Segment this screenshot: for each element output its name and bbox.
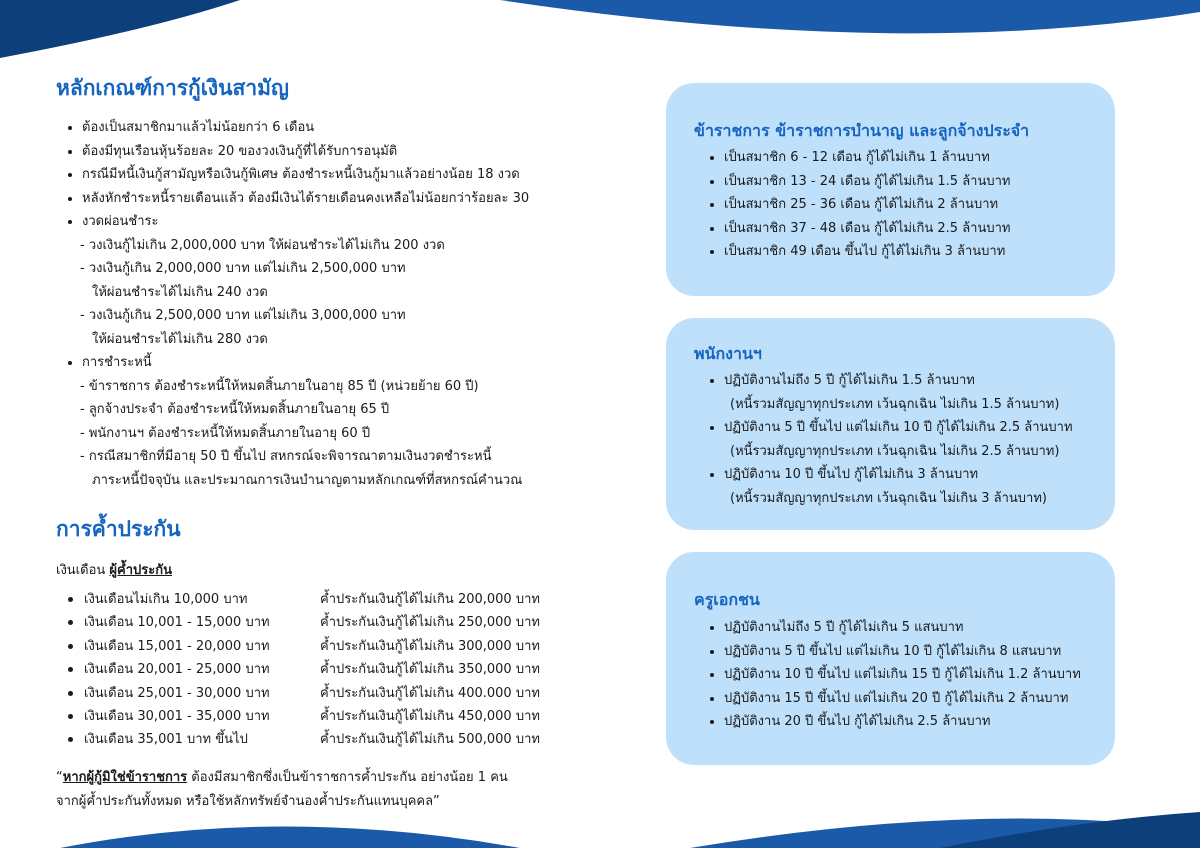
table-row [58, 728, 540, 751]
section-title-guarantee: การค้ำประกัน [56, 517, 181, 541]
sub-item-cont: ภาระหนี้ปัจจุบัน และประมาณการเงินบำนาญตามหลักเกณฑ์ที่สหกรณ์คำนวณ [92, 472, 523, 488]
card-list [706, 369, 1073, 510]
item-note: (หนี้รวมสัญญาทุกประเภท เว้นฉุกเฉิน ไม่เกิน 2.5 ล้านบาท) [730, 443, 1060, 459]
item-note: (หนี้รวมสัญญาทุกประเภท เว้นฉุกเฉิน ไม่เกิน 1.5 ล้านบาท) [730, 396, 1060, 412]
guarantee-cell: ค้ำประกันเงินกู้ได้ไม่เกิน 200,000 บาท [320, 592, 540, 607]
guarantee-cell: ค้ำประกันเงินกู้ได้ไม่เกิน 350,000 บาท [320, 662, 540, 678]
sub-item-line: วงเงินกู้เกิน 2,500,000 บาท แต่ไม่เกิน 3,000,000 บาท [88, 308, 406, 323]
card-title: ครูเอกชน [694, 590, 760, 609]
card-private-teachers [666, 552, 1115, 765]
list-item: • เป็นสมาชิก 6 - 12 เดือน กู้ได้ไม่เกิน 1 ล้านบาท [724, 146, 1010, 170]
guarantee-cell: ค้ำประกันเงินกู้ได้ไม่เกิน 450,000 บาท [320, 708, 540, 724]
sub-item: - วงเงินกู้ไม่เกิน 2,000,000 บาท ให้ผ่อนชำระได้ไม่เกิน 200 งวด [92, 234, 602, 258]
note-bold: หากผู้กู้มิใช่ข้าราชการ [62, 770, 188, 785]
note-rest-line1: ต้องมีสมาชิกซึ่งเป็นข้าราชการค้ำประกัน อย่างน้อย 1 คน [187, 770, 508, 785]
intro-bold: ผู้ค้ำประกัน [109, 563, 172, 578]
sub-item-cont: ให้ผ่อนชำระได้ไม่เกิน 280 งวด [92, 331, 268, 347]
section-title-loan-criteria: หลักเกณฑ์การกู้เงินสามัญ [56, 76, 289, 100]
guarantee-cell: ค้ำประกันเงินกู้ได้ไม่เกิน 300,000 บาท [320, 638, 540, 654]
list-item: • ปฏิบัติงาน 10 ปี ขึ้นไป แต่ไม่เกิน 15 ปี กู้ได้ไม่เกิน 1.2 ล้านบาท [724, 663, 1081, 687]
sub-item: - ข้าราชการ ต้องชำระหนี้ให้หมดสิ้นภายในอายุ 85 ปี (หน่วยย้าย 60 ปี) [92, 375, 602, 399]
loan-criteria-list [62, 116, 602, 492]
sub-item [88, 304, 602, 351]
list-item-repayment [82, 351, 602, 492]
bottom-right-wave-light [690, 818, 1200, 848]
sub-item-cont: ให้ผ่อนชำระได้ไม่เกิน 240 งวด [92, 284, 268, 300]
sub-item-line: กรณีสมาชิกที่มีอายุ 50 ปี ขึ้นไป สหกรณ์จะพิจารณาตามเงินงวดชำระหนี้ [88, 449, 492, 464]
salary-cell: เงินเดือน 30,001 - 35,000 บาท [58, 705, 320, 728]
salary-cell: เงินเดือน 35,001 บาท ขึ้นไป [58, 728, 320, 751]
table-row [58, 588, 540, 611]
table-row [58, 658, 540, 681]
list-item: • ปฏิบัติงาน 15 ปี ขึ้นไป แต่ไม่เกิน 20 ปี กู้ได้ไม่เกิน 2 ล้านบาท [724, 687, 1081, 711]
sub-item: - ลูกจ้างประจำ ต้องชำระหนี้ให้หมดสิ้นภายในอายุ 65 ปี [92, 398, 602, 422]
guarantee-cell: ค้ำประกันเงินกู้ได้ไม่เกิน 500,000 บาท [320, 732, 540, 748]
bottom-right-wave-dark [940, 812, 1200, 848]
list-item: • ปฏิบัติงาน 20 ปี ขึ้นไป กู้ได้ไม่เกิน 2.5 ล้านบาท [724, 710, 1081, 734]
item-text: ปฏิบัติงานไม่ถึง 5 ปี กู้ได้ไม่เกิน 1.5 ล้านบาท [724, 373, 975, 388]
list-item [724, 463, 1073, 510]
table-row [58, 705, 540, 728]
card-title: พนักงานฯ [694, 344, 762, 363]
note-rest-line2: จากผู้ค้ำประกันทั้งหมด หรือใช้หลักทรัพย์จำนองค้ำประกันแทนบุคคล” [56, 794, 440, 809]
salary-cell: เงินเดือน 15,001 - 20,000 บาท [58, 635, 320, 658]
repayment-label: การชำระหนี้ [82, 355, 152, 370]
salary-cell: เงินเดือนไม่เกิน 10,000 บาท [58, 588, 320, 611]
list-item: • หลังหักชำระหนี้รายเดือนแล้ว ต้องมีเงินได้รายเดือนคงเหลือไม่น้อยกว่าร้อยละ 30 [82, 187, 602, 211]
list-item: • ปฏิบัติงาน 5 ปี ขึ้นไป แต่ไม่เกิน 10 ปี กู้ได้ไม่เกิน 8 แสนบาท [724, 640, 1081, 664]
item-note: (หนี้รวมสัญญาทุกประเภท เว้นฉุกเฉิน ไม่เกิน 3 ล้านบาท) [730, 490, 1048, 506]
list-item: • เป็นสมาชิก 49 เดือน ขึ้นไป กู้ได้ไม่เกิน 3 ล้านบาท [724, 240, 1010, 264]
list-item: • ต้องเป็นสมาชิกมาแล้วไม่น้อยกว่า 6 เดือน [82, 116, 602, 140]
item-text: ปฏิบัติงาน 5 ปี ขึ้นไป แต่ไม่เกิน 10 ปี กู้ได้ไม่เกิน 2.5 ล้านบาท [724, 420, 1073, 435]
card-list [706, 146, 1010, 264]
guarantor-intro [56, 559, 172, 580]
guarantee-cell: ค้ำประกันเงินกู้ได้ไม่เกิน 400.000 บาท [320, 685, 540, 701]
card-employees [666, 318, 1115, 530]
top-center-wave [500, 0, 1200, 33]
list-item: • กรณีมีหนี้เงินกู้สามัญหรือเงินกู้พิเศษ ต้องชำระหนี้เงินกู้มาแล้วอย่างน้อย 18 งวด [82, 163, 602, 187]
top-left-wave [0, 0, 240, 58]
guarantee-table [58, 588, 540, 752]
table-row [58, 611, 540, 634]
installments-label: งวดผ่อนชำระ [82, 214, 159, 229]
intro-prefix: เงินเดือน [56, 563, 110, 578]
note-quote-open: “ [56, 770, 63, 785]
installments-sublist [82, 234, 602, 352]
card-list [706, 616, 1081, 734]
sub-item-line: วงเงินกู้เกิน 2,000,000 บาท แต่ไม่เกิน 2,500,000 บาท [88, 261, 406, 276]
sub-item: - พนักงานฯ ต้องชำระหนี้ให้หมดสิ้นภายในอายุ 60 ปี [92, 422, 602, 446]
list-item: • เป็นสมาชิก 37 - 48 เดือน กู้ได้ไม่เกิน 2.5 ล้านบาท [724, 217, 1010, 241]
card-government-officials [666, 83, 1115, 296]
salary-cell: เงินเดือน 25,001 - 30,000 บาท [58, 682, 320, 705]
list-item [724, 416, 1073, 463]
list-item [724, 369, 1073, 416]
item-text: ปฏิบัติงาน 10 ปี ขึ้นไป กู้ได้ไม่เกิน 3 ล้านบาท [724, 467, 979, 482]
salary-cell: เงินเดือน 20,001 - 25,000 บาท [58, 658, 320, 681]
guarantee-note [56, 766, 576, 814]
table-row [58, 635, 540, 658]
bottom-left-wave [60, 827, 520, 848]
sub-item [88, 445, 602, 492]
table-row [58, 682, 540, 705]
list-item-installments [82, 210, 602, 351]
list-item: • ต้องมีทุนเรือนหุ้นร้อยละ 20 ของวงเงินกู้ที่ได้รับการอนุมัติ [82, 140, 602, 164]
repayment-sublist [82, 375, 602, 493]
salary-cell: เงินเดือน 10,001 - 15,000 บาท [58, 611, 320, 634]
sub-item [88, 257, 602, 304]
card-title: ข้าราชการ ข้าราชการบำนาญ และลูกจ้างประจำ [694, 121, 1030, 140]
guarantee-cell: ค้ำประกันเงินกู้ได้ไม่เกิน 250,000 บาท [320, 615, 540, 631]
list-item: • เป็นสมาชิก 25 - 36 เดือน กู้ได้ไม่เกิน 2 ล้านบาท [724, 193, 1010, 217]
list-item: • ปฏิบัติงานไม่ถึง 5 ปี กู้ได้ไม่เกิน 5 แสนบาท [724, 616, 1081, 640]
list-item: • เป็นสมาชิก 13 - 24 เดือน กู้ได้ไม่เกิน 1.5 ล้านบาท [724, 170, 1010, 194]
